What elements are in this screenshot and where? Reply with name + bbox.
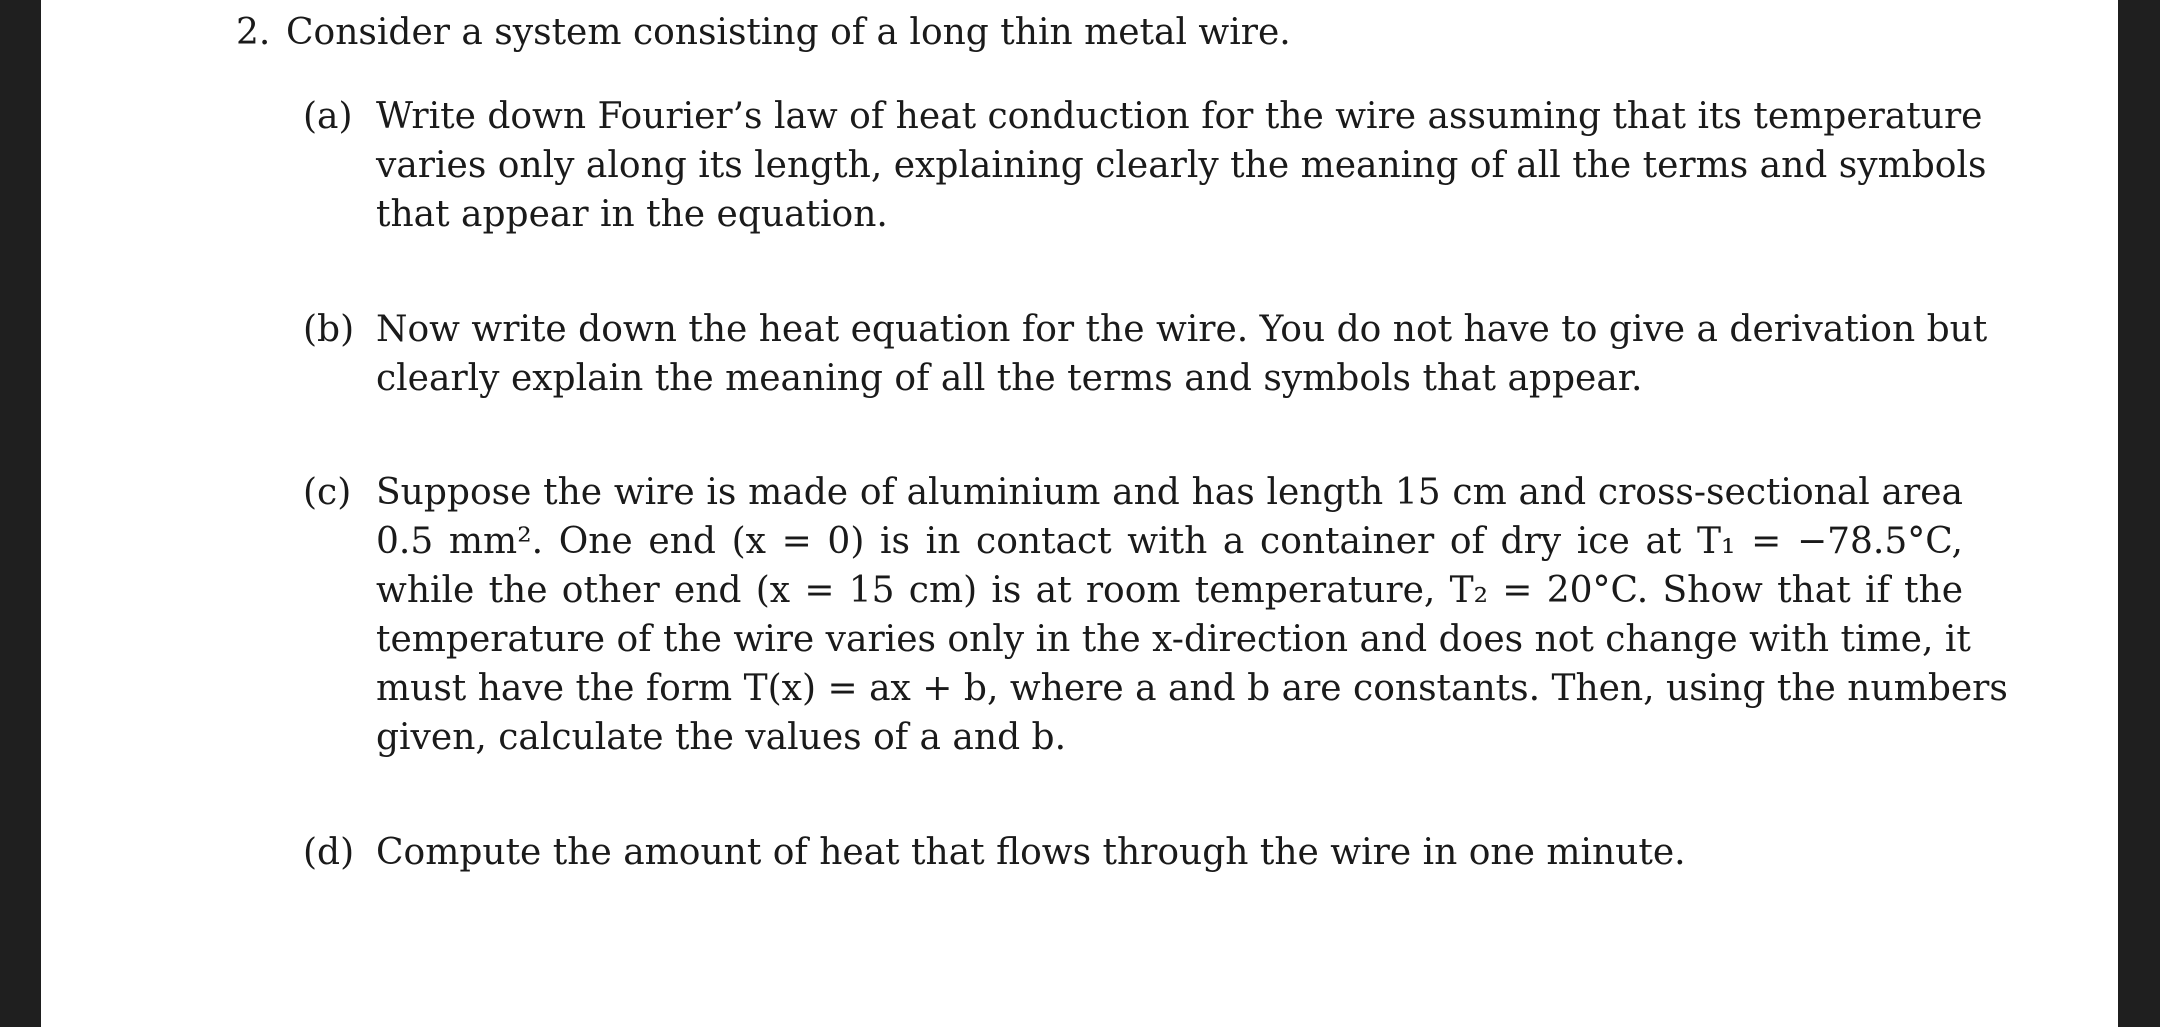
part-a-line-1: Write down Fourier’s law of heat conduction for the wire assuming that its temperature bbox=[376, 96, 1983, 137]
document-page bbox=[41, 0, 2118, 1027]
part-c-line-5: must have the form T(x) = ax + b, where a and b are constants. Then, using the numbers bbox=[376, 668, 2008, 709]
part-b-label: (b) bbox=[303, 309, 355, 350]
part-d-line-1: Compute the amount of heat that flows through the wire in one minute. bbox=[376, 832, 1686, 873]
question-heading bbox=[236, 8, 1958, 57]
question-intro: Consider a system consisting of a long thin metal wire. bbox=[286, 12, 1291, 53]
part-c-line-3: while the other end (x = 15 cm) is at room temperature, T₂ = 20°C. Show that if the bbox=[376, 570, 1963, 611]
part-b-text bbox=[376, 305, 1988, 403]
part-a-text bbox=[376, 92, 1987, 239]
part-c-label: (c) bbox=[303, 472, 352, 513]
part-a-line-2: varies only along its length, explaining clearly the meaning of all the terms and symbols bbox=[376, 145, 1987, 186]
part-b-line-2: clearly explain the meaning of all the terms and symbols that appear. bbox=[376, 358, 1643, 399]
part-a-label: (a) bbox=[303, 96, 353, 137]
part-b-line-1: Now write down the heat equation for the wire. You do not have to give a derivation but bbox=[376, 309, 1988, 350]
part-c-line-6: given, calculate the values of a and b. bbox=[376, 717, 1067, 758]
part-c-line-1: Suppose the wire is made of aluminium and has length 15 cm and cross-sectional area bbox=[376, 472, 1963, 513]
part-a-line-3: that appear in the equation. bbox=[376, 194, 888, 235]
part-c-line-4: temperature of the wire varies only in the x-direction and does not change with time, it bbox=[376, 619, 1971, 660]
part-d-text bbox=[376, 828, 1963, 877]
question-number: 2. bbox=[236, 12, 271, 53]
part-c-line-2: 0.5 mm². One end (x = 0) is in contact with a container of dry ice at T₁ = −78.5°C, bbox=[376, 521, 1963, 562]
part-d-label: (d) bbox=[303, 832, 355, 873]
part-c-text bbox=[376, 468, 2008, 762]
